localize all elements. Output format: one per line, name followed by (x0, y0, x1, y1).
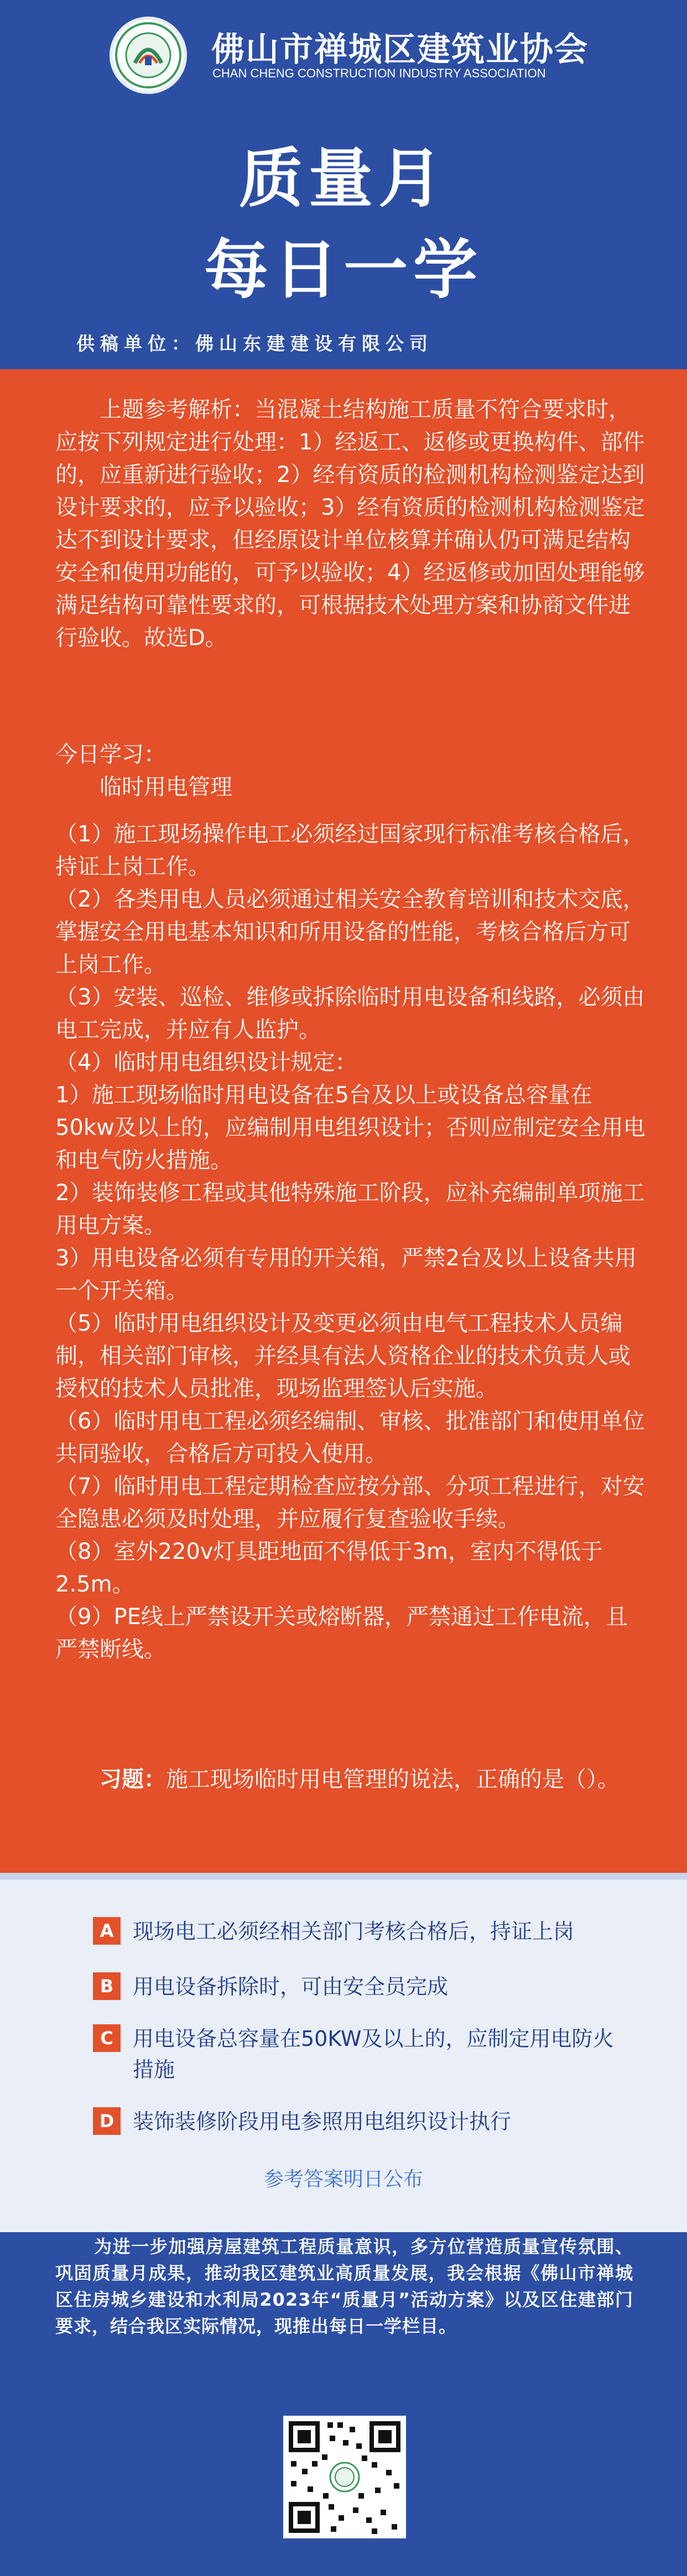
option-text: 用电设备总容量在50KW及以上的，应制定用电防火措施 (133, 2027, 614, 2082)
option-letter: D (93, 2107, 121, 2135)
exercise-label: 习题： (100, 1767, 166, 1792)
study-paragraph: （5）临时用电组织设计及变更必须由电气工程技术人员编制，相关部门审核，并经具有法人资格企业的技术负责人或授权的技术人员批准，现场监理签认后实施。 (55, 1311, 631, 1401)
association-name-en: CHAN CHENG CONSTRUCTION INDUSTRY ASSOCIATION (212, 66, 546, 80)
exercise-text: 施工现场临时用电管理的说法，正确的是（）。 (166, 1767, 620, 1792)
previous-answer-analysis: 上题参考解析：当混凝土结构施工质量不符合要求时，应按下列规定进行处理：1）经返工、返修或更换构件、部件的，应重新进行验收；2）经有资质的检测机构检测鉴定达到设计要求的，应予以验收；3）经有资质的检测机构检测鉴定达不到设计要求，但经原设计单位核算并确认仍可满足结构安全和使用功能的，可予以验收；4）经返修或加固处理能够满足结构可靠性要求的，可根据技术处理方案和协商文件进行验收。故选D。 (55, 397, 645, 651)
association-name-cn: 佛山市禅城区建筑业协会 (211, 30, 589, 69)
study-paragraph: 3）用电设备必须有专用的开关箱，严禁2台及以上设备共用一个开关箱。 (55, 1245, 637, 1303)
footer-intro: 为进一步加强房屋建筑工程质量意识，多方位营造质量宣传氛围、巩固质量月成果，推动我区建筑业高质量发展，我会根据《佛山市禅城区住房城乡建设和水利局2023年“质量月”活动方案》以及区住建部门要求，结合我区实际情况，现推出每日一学栏目。 (55, 2236, 633, 2337)
association-logo (110, 17, 187, 94)
page-title-line2: 每日一学 (204, 233, 483, 307)
exercise-question (55, 1763, 647, 1796)
study-paragraph: （1）施工现场操作电工必须经过国家现行标准考核合格后，持证上岗工作。 (55, 821, 645, 879)
header (0, 0, 687, 365)
study-paragraph: （9）PE线上严禁设开关或熔断器，严禁通过工作电流，且严禁断线。 (55, 1604, 628, 1662)
study-paragraph: （3）安装、巡检、维修或拆除临时用电设备和线路，必须由电工完成，并应有人监护。 (55, 985, 645, 1043)
option-text: 装饰装修阶段用电参照用电组织设计执行 (133, 2109, 512, 2134)
answer-note: 参考答案明日公布 (263, 2168, 423, 2191)
study-label: 今日学习： (55, 742, 166, 767)
supplier-line: 供稿单位：佛山东建建设有限公司 (76, 333, 433, 354)
study-paragraph: 1）施工现场临时用电设备在5台及以上或设备总容量在50kw及以上的，应编制用电组织设计；否则应制定安全用电和电气防火措施。 (55, 1082, 646, 1173)
study-paragraph: （6）临时用电工程必须经编制、审核、批准部门和使用单位共同验收，合格后方可投入使用。 (55, 1409, 645, 1467)
study-paragraph: 2）装饰装修工程或其他特殊施工阶段，应补充编制单项施工用电方案。 (55, 1180, 645, 1238)
study-paragraph: （2）各类用电人员必须通过相关安全教育培训和技术交底，掌握安全用电基本知识和所用设备的性能，考核合格后方可上岗工作。 (55, 887, 645, 977)
study-content (55, 818, 647, 1666)
section-title: 临时用电管理 (100, 774, 232, 800)
option-text: 用电设备拆除时，可由安全员完成 (133, 1975, 449, 1999)
study-paragraph: （8）室外220v灯具距地面不得低于3m，室内不得低于2.5m。 (55, 1539, 603, 1597)
option-letter: A (93, 1917, 121, 1945)
study-paragraph: （7）临时用电工程定期检查应按分部、分项工程进行，对安全隐患必须及时处理，并应履行复查验收手续。 (55, 1474, 645, 1532)
option-letter: C (93, 2024, 121, 2052)
page-title-line1: 质量月 (239, 142, 448, 216)
option-letter: B (93, 1972, 121, 2000)
option-text: 现场电工必须经相关部门考核合格后，持证上岗 (133, 1919, 575, 1944)
study-paragraph: （4）临时用电组织设计规定： (55, 1050, 357, 1075)
qr-code[interactable] (283, 2416, 406, 2538)
